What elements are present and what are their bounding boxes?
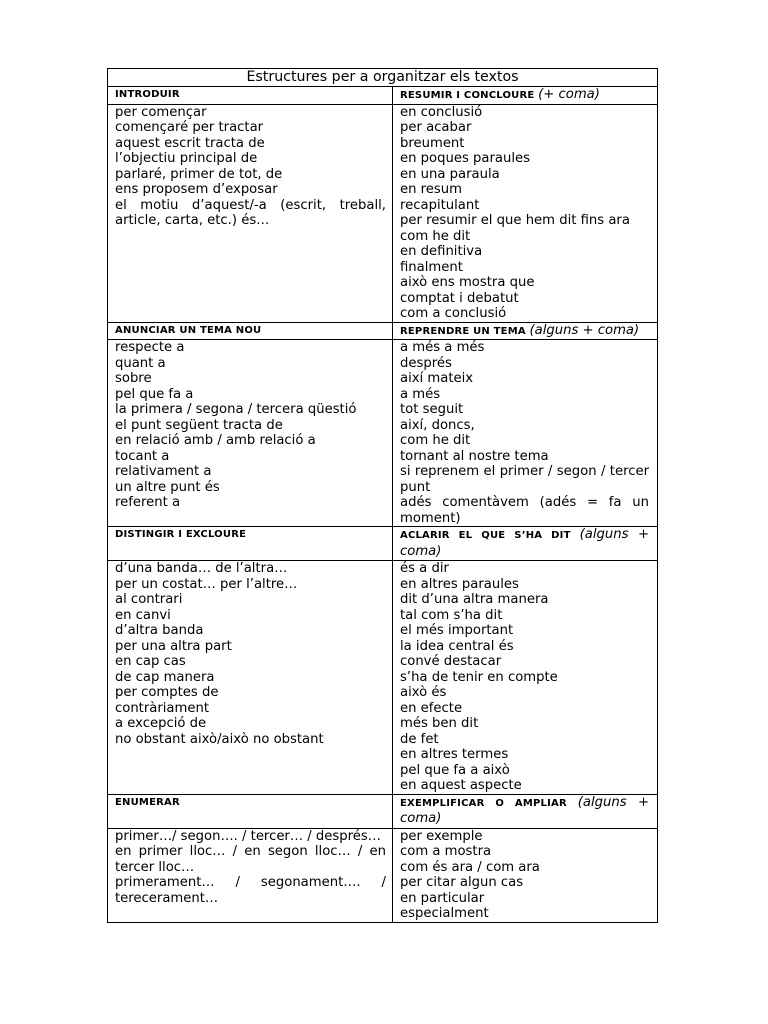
- heading-anunciar-un-tema-nou: [108, 322, 393, 340]
- list-item: el punt següent tracta de: [115, 417, 283, 433]
- list-item: el motiu d’aquest/-a (escrit, treball, article, carta, etc.) és…: [115, 197, 386, 228]
- list-item: dit d’una altra manera: [400, 592, 549, 607]
- heading-label: ANUNCIAR UN TEMA NOU: [115, 324, 262, 336]
- list-item: referent a: [115, 495, 181, 510]
- heading-label: EXEMPLIFICAR O AMPLIAR: [400, 797, 567, 809]
- list-item: tocant a: [115, 448, 170, 464]
- list-item: per un costat… per l’altre…: [115, 576, 298, 592]
- items-anunciar-un-tema-nou: [108, 340, 393, 527]
- heading-introduir: [108, 87, 393, 105]
- list-item: en altres termes: [400, 747, 509, 762]
- list-item: la idea central és: [400, 638, 514, 654]
- list-item: tal com s’ha dit: [400, 607, 503, 623]
- list-item: sobre: [115, 371, 152, 386]
- list-item: la primera / segona / tercera qüestió: [115, 402, 357, 417]
- list-item: en canvi: [115, 607, 171, 623]
- list-item: per començar: [115, 104, 207, 120]
- document-title: Estructures per a organitzar els textos: [108, 69, 658, 87]
- heading-note: (alguns + coma): [400, 527, 649, 559]
- heading-label: INTRODUIR: [115, 89, 180, 100]
- list-item: adés comentàvem (adés = fa un moment): [400, 495, 649, 526]
- items-resumir-i-concloure: [393, 104, 658, 322]
- list-item: per acabar: [400, 120, 472, 135]
- section-items-row: [108, 828, 658, 922]
- heading-note: (alguns + coma): [529, 322, 640, 338]
- heading-exemplificar-o-ampliar: [393, 794, 658, 828]
- list-item: primer…/ segon…. / tercer… / després…: [115, 828, 381, 844]
- list-item: per exemple: [400, 828, 483, 844]
- list-item: finalment: [400, 259, 463, 275]
- list-item: com he dit: [400, 433, 471, 448]
- list-item: ens proposem d’exposar: [115, 182, 278, 197]
- section-heading-row: [108, 527, 658, 561]
- list-item: s’ha de tenir en compte: [400, 669, 558, 685]
- heading-label: ENUMERAR: [115, 796, 180, 808]
- heading-enumerar: [108, 794, 393, 828]
- list-item: de fet: [400, 731, 439, 747]
- list-item: relativament a: [115, 464, 212, 479]
- list-item: d’altra banda: [115, 623, 204, 638]
- heading-aclarir-el-que-s-ha-dit: [393, 527, 658, 561]
- list-item: no obstant això/això no obstant: [115, 731, 324, 747]
- list-item: per comptes de: [115, 685, 219, 700]
- list-item: començaré per tractar: [115, 120, 264, 135]
- items-exemplificar-o-ampliar: [393, 828, 658, 922]
- heading-label: ACLARIR EL QUE S’HA DIT: [400, 530, 571, 541]
- list-item: així mateix: [400, 371, 474, 386]
- list-item: breument: [400, 135, 465, 151]
- list-item: en particular: [400, 890, 485, 906]
- list-item: respecte a: [115, 340, 185, 355]
- list-item: és a dir: [400, 561, 449, 576]
- list-item: en altres paraules: [400, 576, 519, 592]
- list-item: com és ara / com ara: [400, 859, 540, 875]
- list-item: tornant al nostre tema: [400, 448, 549, 464]
- list-item: com he dit: [400, 228, 471, 244]
- list-item: a excepció de: [115, 716, 207, 731]
- list-item: tot seguit: [400, 402, 464, 417]
- list-item: per resumir el que hem dit fins ara: [400, 213, 630, 228]
- list-item: per citar algun cas: [400, 875, 524, 890]
- list-item: com a conclusió: [400, 306, 507, 321]
- list-item: després: [400, 355, 452, 371]
- section-heading-row: [108, 794, 658, 828]
- list-item: en efecte: [400, 700, 463, 716]
- list-item: això és: [400, 685, 447, 700]
- structures-table: [107, 68, 658, 923]
- list-item: en cap cas: [115, 654, 186, 669]
- list-item: més ben dit: [400, 716, 479, 731]
- heading-label: RESUMIR I CONCLOURE: [400, 90, 535, 101]
- items-aclarir-el-que-s-ha-dit: [393, 561, 658, 795]
- items-enumerar: [108, 828, 393, 922]
- list-item: en definitiva: [400, 244, 483, 259]
- title-row: [108, 69, 658, 87]
- list-item: quant a: [115, 355, 166, 371]
- heading-label: REPRENDRE UN TEMA: [400, 325, 526, 337]
- list-item: primerament… / segonament…. / terecerament…: [115, 875, 386, 906]
- heading-note: (+ coma): [538, 87, 600, 102]
- list-item: així, doncs,: [400, 417, 475, 433]
- list-item: en conclusió: [400, 104, 483, 120]
- heading-label: DISTINGIR I EXCLOURE: [115, 529, 247, 540]
- list-item: això ens mostra que: [400, 275, 535, 290]
- list-item: contràriament: [115, 700, 210, 716]
- list-item: de cap manera: [115, 669, 215, 685]
- list-item: un altre punt és: [115, 479, 220, 495]
- items-distingir-i-excloure: [108, 561, 393, 795]
- section-items-row: [108, 340, 658, 527]
- section-items-row: [108, 104, 658, 322]
- list-item: a més a més: [400, 340, 485, 355]
- list-item: en relació amb / amb relació a: [115, 433, 316, 448]
- list-item: d’una banda… de l’altra…: [115, 561, 288, 576]
- heading-reprendre-un-tema: [393, 322, 658, 340]
- list-item: en una paraula: [400, 166, 500, 182]
- list-item: el més important: [400, 623, 514, 638]
- list-item: com a mostra: [400, 844, 492, 859]
- items-reprendre-un-tema: [393, 340, 658, 527]
- list-item: en resum: [400, 182, 462, 197]
- list-item: a més: [400, 386, 441, 402]
- list-item: per una altra part: [115, 638, 232, 654]
- list-item: parlaré, primer de tot, de: [115, 166, 283, 182]
- list-item: convé destacar: [400, 654, 502, 669]
- list-item: comptat i debatut: [400, 290, 519, 306]
- list-item: al contrari: [115, 592, 183, 607]
- section-heading-row: [108, 322, 658, 340]
- list-item: en aquest aspecte: [400, 778, 522, 793]
- list-item: especialment: [400, 906, 489, 921]
- list-item: l’objectiu principal de: [115, 151, 258, 166]
- section-heading-row: [108, 87, 658, 105]
- list-item: en primer lloc… / en segon lloc… / en tercer lloc…: [115, 844, 386, 875]
- heading-resumir-i-concloure: [393, 87, 658, 105]
- list-item: pel que fa a: [115, 386, 194, 402]
- section-items-row: [108, 561, 658, 795]
- heading-distingir-i-excloure: [108, 527, 393, 561]
- heading-note: (alguns + coma): [400, 794, 650, 826]
- list-item: en poques paraules: [400, 151, 530, 166]
- list-item: recapitulant: [400, 197, 480, 213]
- items-introduir: [108, 104, 393, 322]
- list-item: si reprenem el primer / segon / tercer punt: [400, 464, 649, 495]
- list-item: aquest escrit tracta de: [115, 135, 265, 151]
- list-item: pel que fa a això: [400, 762, 510, 778]
